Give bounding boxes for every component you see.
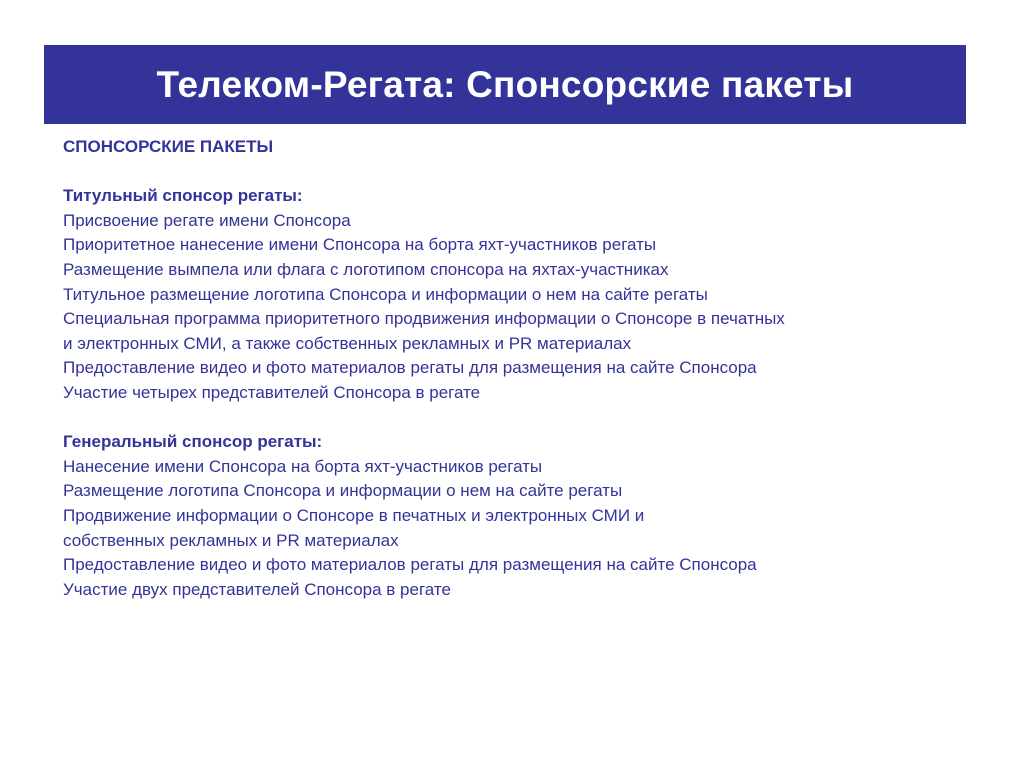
general-sponsor-line: Предоставление видео и фото материалов регаты для размещения на сайте Спонсора [63, 555, 757, 575]
title-sponsor-line: Специальная программа приоритетного продвижения информации о Спонсоре в печатных [63, 309, 785, 329]
title-bar [44, 45, 966, 124]
title-sponsor-line: Присвоение регате имени Спонсора [63, 210, 351, 230]
title-sponsor-line: Размещение вымпела или флага с логотипом спонсора на яхтах-участниках [63, 259, 669, 279]
title-sponsor-line: Титульное размещение логотипа Спонсора и информации о нем на сайте регаты [63, 284, 708, 304]
spacer [63, 160, 963, 185]
general-sponsor-line: Участие двух представителей Спонсора в регате [63, 579, 451, 599]
title-sponsor-line: Приоритетное нанесение имени Спонсора на борта яхт-участников регаты [63, 235, 657, 255]
title-sponsor-line: Участие четырех представителей Спонсора в регате [63, 382, 481, 402]
spacer [63, 406, 963, 431]
general-sponsor-line: собственных рекламных и PR материалах [63, 530, 399, 550]
title-sponsor-heading: Титульный спонсор регаты: [63, 186, 303, 206]
general-sponsor-line: Размещение логотипа Спонсора и информации о нем на сайте регаты [63, 481, 623, 501]
general-sponsor-line: Нанесение имени Спонсора на борта яхт-участников регаты [63, 456, 543, 476]
slide-content [63, 135, 963, 602]
slide-title: Телеком-Регата: Спонсорские пакеты [156, 63, 854, 105]
title-sponsor-line: Предоставление видео и фото материалов регаты для размещения на сайте Спонсора [63, 358, 757, 378]
section-heading: СПОНСОРСКИЕ ПАКЕТЫ [63, 137, 274, 156]
general-sponsor-line: Продвижение информации о Спонсоре в печатных и электронных СМИ и [63, 505, 645, 525]
general-sponsor-heading: Генеральный спонсор регаты: [63, 432, 323, 452]
title-sponsor-line: и электронных СМИ, а также собственных рекламных и PR материалах [63, 333, 632, 353]
